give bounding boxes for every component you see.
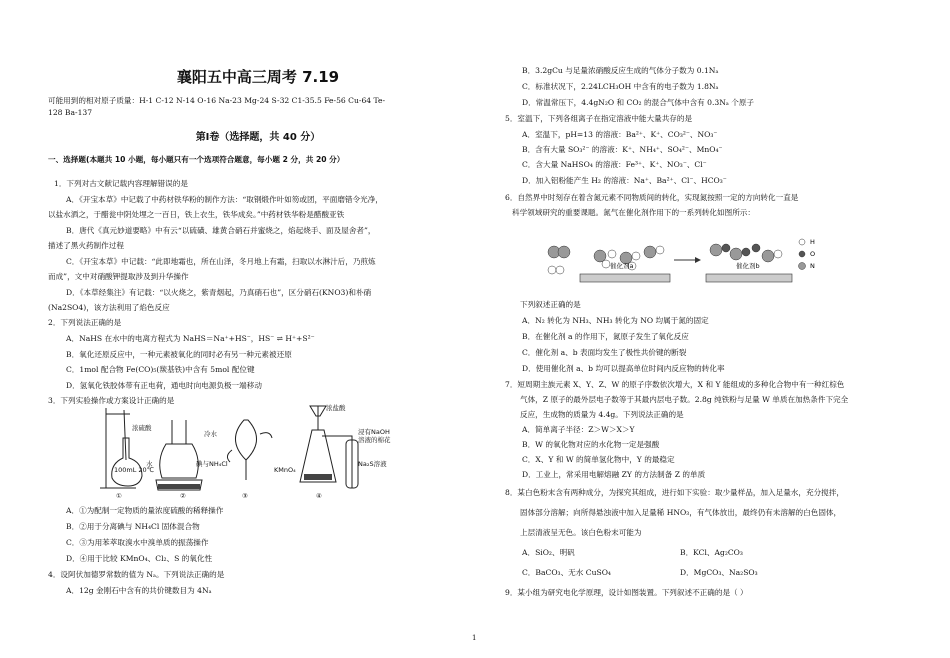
q5-option-c: C．含大量 NaHSO₄ 的溶液：Fe³⁺、K⁺、NO₃⁻、Cl⁻ bbox=[522, 160, 707, 169]
atomic-mass-line-2: 128 Ba-137 bbox=[48, 108, 93, 117]
q4-option-b: B．3.2gCu 与足量浓硝酸反应生成的气体分子数为 0.1Nₐ bbox=[522, 66, 719, 75]
catalyst-a-surface bbox=[580, 274, 670, 282]
label-catalyst-b: 催化剂b bbox=[736, 262, 760, 270]
label-naoh-soaked: 浸有NaOH bbox=[358, 428, 390, 436]
q6-catalyst-figure bbox=[540, 230, 840, 298]
label-conc-hcl: 浓盐酸 bbox=[326, 404, 346, 412]
q8-option-a: A．SiO₂、明矾 bbox=[522, 548, 575, 557]
legend-n: N bbox=[810, 262, 815, 270]
q8-stem: 8．某白色粉末含有两种成分，为探究其组成，进行如下实验：取少量样品，加入足量水，充分搅拌， bbox=[505, 488, 844, 497]
q2-option-d: D．氢氧化铁胶体带有正电荷，通电时向电源负极一端移动 bbox=[66, 381, 262, 390]
q4-option-d: D．常温常压下，4.4gN₂O 和 CO₂ 的混合气体中含有 0.3Nₐ 个原子 bbox=[522, 98, 755, 107]
q4-option-c: C．标准状况下，2.24LCH₃OH 中含有的电子数为 1.8Nₐ bbox=[522, 82, 719, 91]
label-fig-4: ④ bbox=[316, 492, 322, 500]
label-kmno4: KMnO₄ bbox=[274, 466, 296, 474]
label-fig-3: ③ bbox=[242, 492, 248, 500]
label-na2s: Na₂S溶液 bbox=[358, 460, 387, 468]
q7-option-a: A．简单离子半径：Z＞W＞X＞Y bbox=[522, 425, 635, 434]
q1-option-a-cont: 以盐水洒之，于醋瓮中阴处埋之一百日，铁上衣生，铁华成矣。”中药材铁华粉是醋酸亚铁 bbox=[48, 210, 345, 219]
section-heading: 第Ⅰ卷（选择题，共 40 分） bbox=[195, 132, 321, 143]
label-cold-water: 冷水 bbox=[204, 430, 217, 438]
q1-option-a: A．《开宝本草》中记载了中药材铁华粉的制作方法：“取钢煅作叶如笏或团，平面磨错令光净， bbox=[66, 195, 383, 204]
q6-stem: 6．自然界中时刻存在着含氮元素不同物质间的转化，实现氮按照一定的方向转化一直是 bbox=[505, 193, 799, 202]
heater-plate bbox=[158, 484, 200, 489]
label-conc-h2so4: 浓硫酸 bbox=[132, 424, 152, 432]
volumetric-flask bbox=[112, 438, 142, 486]
q6-option-c: C．催化剂 a、b 表面均发生了极性共价键的断裂 bbox=[522, 348, 687, 357]
q1-option-b: B．唐代《真元妙道要略》中有云“以硫磺、雄黄合硝石并蜜烧之，焰起烧手、面及屋舍者”， bbox=[66, 226, 376, 235]
legend-o: O bbox=[810, 250, 816, 258]
q3-option-c: C．③为用苯萃取溴水中溴单质的振荡操作 bbox=[66, 538, 209, 547]
label-water: 水 bbox=[146, 460, 153, 468]
q7-option-d: D．工业上，常采用电解熔融 ZY 的方法制备 Z 的单质 bbox=[522, 470, 706, 479]
q2-option-c: C．1mol 配合物 Fe(CO)₅(羰基铁)中含有 5mol 配位键 bbox=[66, 365, 255, 374]
label-fig-1: ① bbox=[116, 492, 122, 500]
kmno4-solid bbox=[304, 474, 332, 480]
label-iodine-nh4cl: 碘与NH₄Cl bbox=[196, 460, 228, 468]
q7-option-c: C．X、Y 和 W 的简单氢化物中，Y 的最稳定 bbox=[522, 455, 675, 464]
label-catalyst-a: 催化剂a bbox=[610, 262, 634, 270]
q5-stem: 5．室温下，下列各组离子在指定溶液中能大量共存的是 bbox=[505, 114, 693, 123]
q8-option-b: B．KCl、Ag₂CO₃ bbox=[680, 548, 743, 557]
round-flask bbox=[160, 444, 199, 478]
q1-option-d: D．《本草经集注》有记载：“以火烧之，紫青烟起，乃真硝石也”，区分硝石(KNO3)和朴硝 bbox=[66, 288, 372, 297]
q8-option-c: C．BaCO₃、无水 CuSO₄ bbox=[522, 568, 611, 577]
label-fig-2: ② bbox=[180, 492, 186, 500]
legend-h: H bbox=[810, 238, 815, 246]
q6-option-a: A．N₂ 转化为 NH₃、NH₃ 转化为 NO 均属于氮的固定 bbox=[522, 316, 709, 325]
legend bbox=[799, 238, 816, 270]
catalyst-b-surface bbox=[706, 274, 792, 282]
q1-option-c: C．《开宝本草》中记载：“此即地霜也，所在山泽，冬月地上有霜，扫取以水淋汁后，乃煎炼 bbox=[66, 257, 376, 266]
q3-option-b: B．②用于分离碘与 NH₄Cl 固体混合物 bbox=[66, 522, 200, 531]
q7-stem-cont-2: 反应，生成物的质量为 4.4g。下列说法正确的是 bbox=[520, 410, 684, 419]
label-flask-volume: 100mL 20℃ bbox=[114, 466, 154, 474]
part1-instructions: 一、选择题(本题共 10 小题，每小题只有一个选项符合题意，每小题 2 分，共 20 分） bbox=[48, 155, 345, 164]
q5-option-b: B．含有大量 SO₃²⁻ 的溶液：K⁺、NH₄⁺、SO₄²⁻、MnO₄⁻ bbox=[522, 145, 723, 154]
q1-stem: 1．下列对古文献记载内容理解错误的是 bbox=[54, 179, 188, 188]
q8-stem-cont-2: 上层清液呈无色。该白色粉末可能为 bbox=[520, 528, 642, 537]
q5-option-d: D．加入铝粉能产生 H₂ 的溶液：Na⁺、Ba²⁺、Cl⁻、HCO₃⁻ bbox=[522, 176, 727, 185]
q3-apparatus-figure bbox=[96, 400, 396, 500]
q6-option-b: B．在催化剂 a 的作用下，氮原子发生了氧化反应 bbox=[522, 332, 689, 341]
q8-option-d: D．MgCO₃、Na₂SO₃ bbox=[680, 568, 758, 577]
q5-option-a: A．室温下，pH=13 的溶液：Ba²⁺、K⁺、CO₃²⁻、NO₃⁻ bbox=[522, 130, 718, 139]
q7-option-b: B．W 的氧化物对应的水化物一定是强酸 bbox=[522, 440, 660, 449]
separatory-funnel bbox=[235, 420, 256, 460]
q7-stem: 7．短周期主族元素 X、Y、Z、W 的原子序数依次增大，X 和 Y 能组成的多种化合物中有一种红棕色 bbox=[505, 380, 845, 389]
q3-option-d: D．④用于比较 KMnO₄、Cl₂、S 的氧化性 bbox=[66, 554, 213, 563]
q1-option-d-cont: (Na2SO4)，该方法利用了焰色反应 bbox=[48, 303, 170, 312]
exam-title: 襄阳五中高三周考 7.19 bbox=[176, 68, 340, 86]
q2-option-a: A．NaHS 在水中的电离方程式为 NaHS＝Na⁺+HS⁻，HS⁻ ⇌ H⁺+S²⁻ bbox=[66, 334, 315, 343]
q7-stem-cont-1: 气体，Z 原子的最外层电子数等于其最内层电子数。2.8g 纯铁粉与足量 W 单质在加热条件下完全 bbox=[520, 395, 849, 404]
page-number: 1 bbox=[472, 634, 477, 642]
q1-option-c-cont: 而成”，文中对硝酸钾提取涉及到升华操作 bbox=[48, 272, 189, 281]
q4-option-a: A．12g 金刚石中含有的共价键数目为 4Nₐ bbox=[66, 586, 212, 595]
q3-option-a: A．①为配制一定物质的量浓度硫酸的稀释操作 bbox=[66, 506, 224, 515]
q6-prompt: 下列叙述正确的是 bbox=[520, 300, 581, 309]
q4-stem: 4．设阿伏加德罗常数的值为 Nₐ。下列说法正确的是 bbox=[48, 570, 225, 579]
q8-stem-cont-1: 固体部分溶解；向所得悬浊液中加入足量稀 HNO₃，有气体放出，最终仍有未溶解的白色固体， bbox=[520, 508, 842, 517]
q9-stem: 9．某小组为研究电化学原理，设计如图装置。下列叙述不正确的是（ ） bbox=[505, 588, 748, 597]
q2-option-b: B．氧化还原反应中，一种元素被氧化的同时必有另一种元素被还原 bbox=[66, 350, 292, 359]
label-cotton: 溶液的棉花 bbox=[358, 436, 391, 444]
q6-option-d: D．使用催化剂 a、b 均可以提高单位时间内反应物的转化率 bbox=[522, 364, 725, 373]
q1-option-b-cont: 描述了黑火药制作过程 bbox=[48, 241, 124, 250]
atomic-mass-line-1: 可能用到的相对原子质量：H-1 C-12 N-14 O-16 Na-23 Mg-24 S-32 C1-35.5 Fe-56 Cu-64 Te- bbox=[48, 96, 386, 105]
q2-stem: 2．下列说法正确的是 bbox=[48, 318, 122, 327]
q3-stem: 3．下列实验操作或方案设计正确的是 bbox=[48, 396, 175, 405]
q6-stem-cont: 科学领域研究的重要课题。氮气在催化剂作用下的一系列转化如图所示： bbox=[512, 208, 755, 217]
